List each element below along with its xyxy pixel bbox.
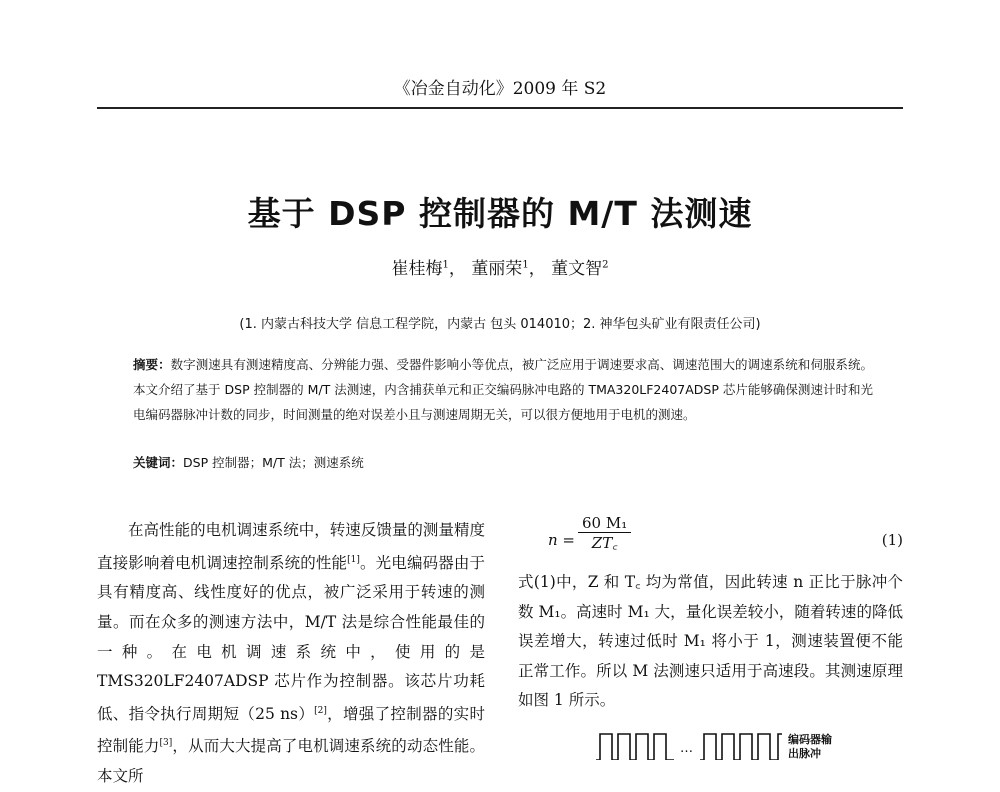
header-rule [97, 107, 903, 109]
abstract-label: 摘要： [133, 357, 171, 372]
authors-line [0, 254, 1000, 279]
keywords [133, 453, 873, 471]
figure-1-pulse-diagram [596, 726, 856, 760]
author-name: 董丽荣 [471, 259, 523, 279]
equation-lhs: n = [548, 531, 575, 549]
figure-label-line: 编码器输 [788, 733, 832, 746]
paper-title: 基于 DSP 控制器的 M/T 法测速 [247, 194, 753, 233]
citation-ref: [1] [347, 554, 360, 565]
body-text: ，增强了控制器的实时控制能力 [97, 704, 485, 756]
body-text: 在高性能的电机调速系统中，转速反馈量的测量精度直接影响着电机调速控制系统的性能 [97, 521, 485, 572]
equation-number: (1) [881, 531, 903, 549]
keywords-text: DSP 控制器；M/T 法；测速系统 [183, 455, 364, 470]
author-sep: ， [528, 259, 546, 279]
waveform-ellipsis: … [680, 741, 693, 756]
equation-numerator: 60 M₁ [578, 514, 631, 533]
author-affil-sup: 1 [522, 259, 529, 271]
body-right-column: 式(1)中，Z 和 T꜀ 均为常值，因此转速 n 正比于脉冲个数 M₁。高速时 M₁ 大，量化误差较小，随着转速的降低误差增大，转速过低时 M₁ 将小于 1，测速装置便不能正常工作。所以 M 法测速只适用于高速段。其测速原理如图 1 所示。 [518, 573, 903, 710]
keywords-label: 关键词： [133, 455, 184, 470]
figure-label-line: 出脉冲 [788, 747, 821, 760]
body-text: 。光电编码器由于具有精度高、线性度好的优点，被广泛采用于转速的测量。而在众多的测速方法中，M/T 法是综合性能最佳的一种。在电机调速系统中，使用的是 TMS320LF2407ADSP 芯片作为控制器。该芯片功耗低、指令执行周期短（25 ns） [97, 553, 485, 723]
figure-label [788, 733, 832, 761]
author-sep: ， [448, 259, 466, 279]
abstract-text: 数字测速具有测速精度高、分辨能力强、受器件影响小等优点，被广泛应用于调速要求高、调速范围大的调速系统和伺服系统。本文介绍了基于 DSP 控制器的 M/T 法测速，内含捕获单元和正交编码脉冲电路的 TMA320LF2407ADSP 芯片能够确保测速计时和光电编码器脉冲计数的同步，时间测量的绝对误差小且与测速周期无关，可以很方便地用于电机的测速。 [133, 357, 873, 422]
citation-ref: [2] [314, 705, 327, 716]
body-text: ，从而大大提高了电机调速系统的动态性能。本文所 [97, 737, 485, 786]
journal-header: 《冶金自动化》2009 年 S2 [393, 79, 607, 99]
author-affil-sup: 2 [602, 259, 609, 271]
equation-fraction [578, 514, 631, 553]
equation-1 [548, 514, 903, 566]
citation-ref: [3] [159, 738, 173, 749]
abstract [133, 352, 873, 427]
encoder-pulse-waveform [596, 726, 786, 760]
author-name: 崔桂梅 [391, 259, 443, 279]
author-affil-sup: 1 [442, 259, 449, 271]
affiliation: (1. 内蒙古科技大学 信息工程学院，内蒙古 包头 014010；2. 神华包头矿业有限责任公司) [239, 317, 761, 332]
body-left-column [97, 516, 485, 792]
equation-denominator: ZT꜀ [591, 534, 618, 552]
author-name: 董文智 [551, 259, 603, 279]
